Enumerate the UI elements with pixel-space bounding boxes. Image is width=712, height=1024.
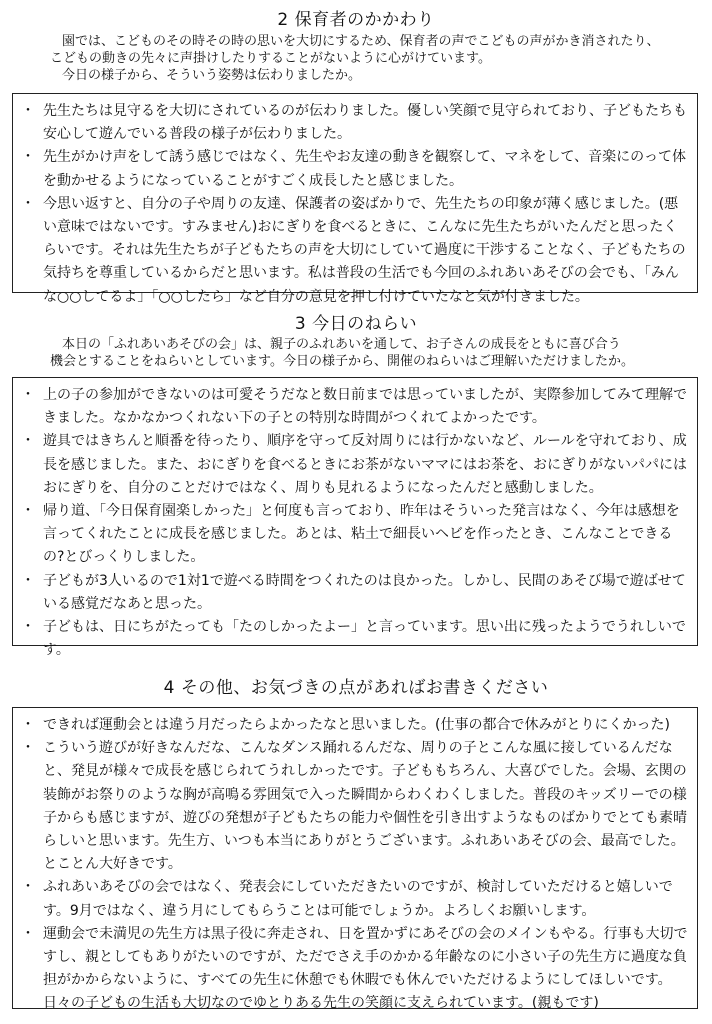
response-item: ・ 先生がかけ声をして誘う感じではなく、先生やお友達の動きを観察して、マネをして、音楽にのって体を動かせるようになっていることがすごく成長したと感じました。 [21, 149, 687, 189]
section-3-heading: 3 今日のねらい [294, 314, 418, 334]
response-item: ・ 今思い返すと、自分の子や周りの友達、保護者の姿ばかりで、先生たちの印象が薄く感じました。(悪い意味ではないです。すみません)おにぎりを食べるときに、こんなに先生たちがいたんだと思ったくらいです。それは先生たちが子どもたちの声を大切にしていて過度に干渉することなく、子どもたちの気持ちを尊重しているからだと思います。私は普段の生活でも今回のふれあいあそびの会でも、「みんな○○してるよ」「○○したら」など自分の意見を押し付けていたなと気が付きました。 [21, 195, 686, 305]
section-4-response-box [12, 707, 698, 1012]
section-3-intro-line: 機会とすることをねらいとしています。今日の様子から、開催のねらいはご理解いただけましたか。 [50, 354, 634, 369]
response-item: ・ 遊具ではきちんと順番を待ったり、順序を守って反対周りには行かないなど、ルールを守れており、成長を感じました。また、おにぎりを食べるときにお茶がないママにはお茶を、おにぎりがないパパにはおにぎりを、自分のことだけではなく、周りも見れるようになったんだと感動しました。 [21, 433, 687, 496]
response-list [13, 378, 697, 662]
response-item: ・ 運動会で未満児の先生方は黒子役に奔走され、日を置かずにあそびの会のメインもやる。行事も大切ですし、親としてもありがたいのですが、ただでさえ手のかかる年齢なのに小さい子の先生方に過度な負担がかからないように、すべての先生に休憩でも休暇でも休んでいただけるようにしてほしいです。日々の子どもの生活も大切なのでゆとりある先生の笑顔に支えられています。(親もです) [21, 925, 688, 1012]
response-item: ・ ふれあいあそびの会ではなく、発表会にしていただきたいのですが、検討していただけると嬉しいです。9月ではなく、違う月にしてもらうことは可能でしょうか。よろしくお願いします。 [21, 879, 673, 919]
response-item: ・ 先生たちは見守るを大切にされているのが伝わりました。優しい笑顔で見守られており、子どもたちも安心して遊んでいる普段の様子が伝わりました。 [21, 103, 687, 143]
response-item: ・ 子どもが3人いるので1対1で遊べる時間をつくれたのは良かった。しかし、民間のあそび場で遊ばせている感覚だなあと思った。 [21, 572, 686, 612]
response-list [13, 708, 697, 1016]
response-item: ・ こういう遊びが好きなんだな、こんなダンス踊れるんだな、周りの子とこんな風に接しているんだなと、発見が様々で成長を感じられてうれしかったです。子どももちろん、大喜びでした。会場、玄関の装飾がお祭りのような胸が高鳴る雰囲気で入った瞬間からわくわくしました。普段のキッズリーでの様子からも感じますが、遊びの発想が子どもたちの能力や個性を引き出すようなものばかりでとても素晴らしいと思います。先生方、いつも本当にありがとうございます。ふれあいあそびの会、最高でした。とことん大好きです。 [21, 740, 687, 873]
section-2-intro-line: 園では、こどものその時その時の思いを大切にするため、保育者の声でこどもの声がかき消されたり、 [62, 34, 660, 49]
section-4-heading: 4 その他、お気づきの点があればお書きください [163, 678, 549, 698]
section-2-heading: 2 保育者のかかわり [277, 10, 435, 30]
section-2-response-box [12, 93, 698, 305]
response-item: ・ 帰り道、「今日保育園楽しかった」と何度も言っており、昨年はそういった発言はなく、今年は感想を言ってくれたことに成長を感じました。あとは、粘土で細長いヘビを作ったとき、こんなことできるの?とびっくりしました。 [21, 503, 680, 566]
response-item: ・ できれば運動会とは違う月だったらよかったなと思いました。(仕事の都合で休みがとりにくかった) [21, 717, 670, 733]
section-3-response-box [12, 377, 698, 659]
response-list [13, 94, 697, 309]
section-2-intro-line: 今日の様子から、そういう姿勢は伝わりましたか。 [62, 68, 362, 83]
response-item: ・ 子どもは、日にちがたっても「たのしかったよー」と言っています。思い出に残ったようでうれしいです。 [21, 619, 686, 659]
section-3-intro-line: 本日の「ふれあいあそびの会」は、親子のふれあいを通して、お子さんの成長をともに喜び合う [62, 337, 621, 352]
section-2-intro-line: こどもの動きの先々に声掛けしたりすることがないように心がけています。 [50, 51, 491, 66]
response-item: ・ 上の子の参加ができないのは可愛そうだなと数日前までは思っていましたが、実際参加してみて理解できました。なかなかつくれない下の子との特別な時間がつくれてよかったです。 [21, 387, 687, 427]
